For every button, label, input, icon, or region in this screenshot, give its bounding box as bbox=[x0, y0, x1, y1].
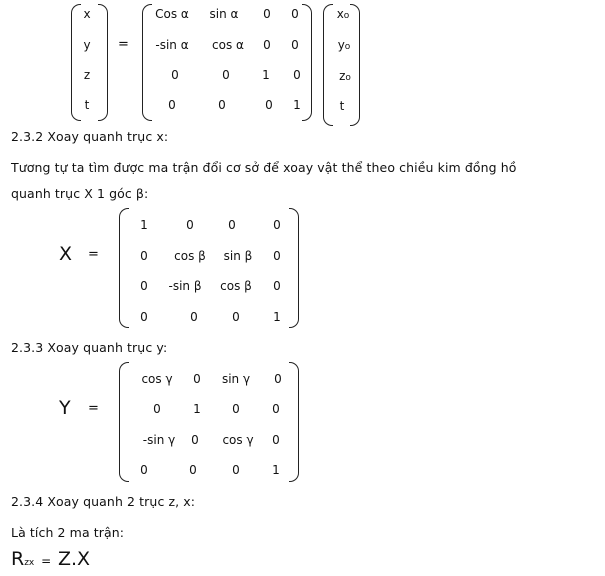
matrix-cell: 0 bbox=[190, 310, 198, 324]
vector-entry: zo bbox=[339, 69, 351, 83]
left-vector-paren-close bbox=[98, 4, 108, 121]
matrix-cell: 1 bbox=[262, 68, 270, 82]
paragraph-232-line-2: quanh trục X 1 góc β: bbox=[11, 186, 149, 201]
matrix-label-x: X bbox=[59, 243, 73, 265]
section-heading-233: 2.3.3 Xoay quanh trục y: bbox=[11, 340, 168, 355]
matrix-cell: sin α bbox=[209, 7, 239, 21]
rotation-matrix-paren-open bbox=[142, 4, 152, 121]
matrix-y-paren-close bbox=[289, 362, 299, 482]
matrix-cell: cos β bbox=[174, 249, 206, 263]
paragraph-234: Là tích 2 ma trận: bbox=[11, 525, 125, 540]
matrix-cell: 0 bbox=[232, 402, 240, 416]
matrix-cell: Cos α bbox=[155, 7, 189, 21]
matrix-cell: 0 bbox=[153, 402, 161, 416]
paragraph-232-line-1: Tương tự ta tìm được ma trận đổi cơ sở để xoay vật thể theo chiều kim đồng hồ bbox=[11, 160, 517, 175]
equals-sign: = bbox=[118, 37, 129, 52]
matrix-cell: cos γ bbox=[222, 433, 254, 447]
section-heading-232: 2.3.2 Xoay quanh trục x: bbox=[11, 129, 169, 144]
matrix-cell: 0 bbox=[218, 98, 226, 112]
rotation-matrix-paren-close bbox=[302, 4, 312, 121]
matrix-cell: -sin α bbox=[155, 38, 189, 52]
matrix-cell: 0 bbox=[191, 433, 199, 447]
vector-entry: t bbox=[339, 99, 345, 113]
vector-entry: x bbox=[83, 7, 91, 21]
matrix-cell: 0 bbox=[140, 463, 148, 477]
matrix-y-paren-open bbox=[119, 362, 129, 482]
matrix-cell: cos γ bbox=[141, 372, 173, 386]
matrix-cell: 0 bbox=[293, 68, 301, 82]
matrix-cell: 0 bbox=[273, 218, 281, 232]
matrix-cell: sin β bbox=[223, 249, 253, 263]
matrix-cell: 0 bbox=[272, 433, 280, 447]
matrix-cell: 1 bbox=[140, 218, 148, 232]
matrix-cell: 0 bbox=[263, 38, 271, 52]
matrix-x-paren-open bbox=[119, 208, 129, 328]
matrix-cell: 0 bbox=[189, 463, 197, 477]
formula-r: R bbox=[11, 548, 25, 570]
matrix-cell: 0 bbox=[232, 310, 240, 324]
vector-entry: xo bbox=[336, 7, 350, 21]
matrix-cell: 1 bbox=[193, 402, 201, 416]
matrix-label-y: Y bbox=[59, 397, 71, 419]
formula-rzx bbox=[11, 548, 90, 570]
section-heading-234: 2.3.4 Xoay quanh 2 trục z, x: bbox=[11, 494, 196, 509]
matrix-cell: -sin γ bbox=[142, 433, 176, 447]
matrix-x-paren-close bbox=[289, 208, 299, 328]
matrix-cell: 1 bbox=[273, 310, 281, 324]
right-vector-paren-open bbox=[323, 4, 333, 126]
right-vector-paren-close bbox=[350, 4, 360, 126]
matrix-cell: 1 bbox=[272, 463, 280, 477]
matrix-cell: 0 bbox=[168, 98, 176, 112]
matrix-cell: 0 bbox=[193, 372, 201, 386]
equals-sign: = bbox=[88, 247, 99, 262]
matrix-cell: 0 bbox=[140, 249, 148, 263]
equals-sign: = bbox=[88, 401, 99, 416]
matrix-cell: 0 bbox=[273, 249, 281, 263]
vector-entry: yo bbox=[337, 38, 351, 52]
matrix-cell: 0 bbox=[265, 98, 273, 112]
matrix-cell: cos α bbox=[212, 38, 244, 52]
matrix-cell: 0 bbox=[272, 402, 280, 416]
vector-entry: t bbox=[84, 98, 90, 112]
formula-equals: = bbox=[41, 554, 52, 568]
matrix-cell: 0 bbox=[171, 68, 179, 82]
matrix-cell: -sin β bbox=[168, 279, 202, 293]
matrix-cell: 0 bbox=[291, 38, 299, 52]
matrix-cell: 0 bbox=[232, 463, 240, 477]
vector-entry: y bbox=[83, 38, 91, 52]
matrix-cell: 0 bbox=[140, 279, 148, 293]
matrix-cell: 0 bbox=[291, 7, 299, 21]
matrix-cell: sin γ bbox=[221, 372, 251, 386]
formula-rhs: Z.X bbox=[57, 548, 91, 570]
matrix-cell: 1 bbox=[293, 98, 301, 112]
matrix-cell: 0 bbox=[228, 218, 236, 232]
matrix-cell: 0 bbox=[222, 68, 230, 82]
formula-subscript: zx bbox=[24, 558, 35, 568]
left-vector-paren-open bbox=[71, 4, 81, 121]
matrix-cell: 0 bbox=[140, 310, 148, 324]
matrix-cell: 0 bbox=[186, 218, 194, 232]
matrix-cell: cos β bbox=[220, 279, 252, 293]
matrix-cell: 0 bbox=[263, 7, 271, 21]
matrix-cell: 0 bbox=[274, 372, 282, 386]
matrix-cell: 0 bbox=[273, 279, 281, 293]
vector-entry: z bbox=[83, 68, 91, 82]
